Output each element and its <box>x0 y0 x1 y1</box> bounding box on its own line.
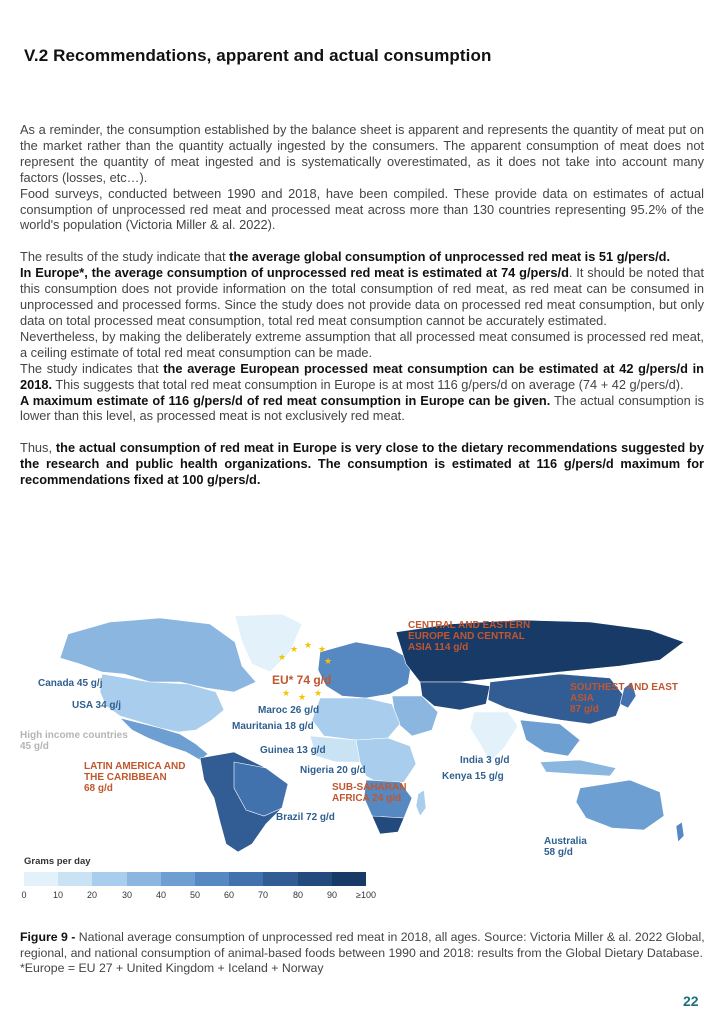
legend-tick: ≥100 <box>356 890 376 900</box>
label-latin-america: LATIN AMERICA AND THE CARIBBEAN 68 g/d <box>84 761 186 794</box>
svg-text:★: ★ <box>278 652 287 662</box>
south-africa-shape <box>372 816 404 834</box>
legend-tick: 0 <box>21 890 27 900</box>
legend-tick: 70 <box>257 890 269 900</box>
legend-tick: 10 <box>52 890 64 900</box>
australia-shape <box>576 780 664 830</box>
paragraph-text: As a reminder, the consumption established by the balance sheet is apparent and represents the quantity of meat put on the market rather than the quantity actually ingested by the consumers. The apparent consumption of meat does not represent the quantity of meat ingested and is systematically overestimated, as it does not take into account many factors (losses, etc…). <box>20 122 704 185</box>
paragraph-conclusion <box>20 440 704 488</box>
figure-label: Figure 9 - <box>20 930 76 944</box>
page-number: 22 <box>683 993 699 1009</box>
svg-text:★: ★ <box>304 640 313 650</box>
legend-tick: 20 <box>86 890 98 900</box>
paragraph-maximum-estimate <box>20 393 704 425</box>
legend-tick: 80 <box>292 890 304 900</box>
paragraph-text: . It should be noted that this consumption does not provide information on the total consumption of red meat, as red meat can be consumed in unprocessed and processed forms. Since the study does not provide data on processed red meat consumption, but only data on total processed meat consumption, total red meat consumption cannot be accurately estimated. <box>20 265 704 328</box>
label-high-income: High income countries 45 g/d <box>20 730 128 752</box>
paragraph-text: Nevertheless, by making the deliberately extreme assumption that all processed meat consumed is processed red meat, a ceiling estimate of total red meat consumption can be made. <box>20 328 704 360</box>
caption-text <box>20 930 710 961</box>
caption-description: National average consumption of unprocessed red meat in 2018, all ages. Source: Victoria Miller & al. 2022 Global, regional, and national consumption of animal-based foods between 1990 and 2018: results from the Global Dietary Database. <box>20 930 705 960</box>
paragraph-text: Food surveys, conducted between 1990 and 2018, have been compiled. These provide data on estimates of actual consumption of unprocessed red meat and processed meat across more than 130 countries representing 95.2% of the world's population (Victoria Miller & al. 2022). <box>20 185 704 233</box>
legend-tick: 30 <box>121 890 133 900</box>
paragraph-text: The results of the study indicate that <box>20 249 230 265</box>
southeast-asia-shape <box>520 720 580 756</box>
label-australia: Australia 58 g/d <box>544 836 587 858</box>
paragraph-europe-consumption <box>20 265 704 329</box>
north-africa-shape <box>312 698 400 740</box>
paragraph-text: This suggests that total red meat consumption in Europe is at most 116 g/pers/d on average (74 + 42 g/pers/d). <box>52 376 684 392</box>
paragraph-global-consumption <box>20 249 704 265</box>
label-brazil: Brazil 72 g/d <box>276 812 335 823</box>
legend-swatch <box>195 872 229 886</box>
label-canada: Canada 45 g/j <box>38 678 103 689</box>
emphasis-text: In Europe*, the average consumption of unprocessed red meat is estimated at 74 g/pers/d <box>20 265 569 281</box>
legend-swatch <box>24 872 58 886</box>
label-eu: EU* 74 g/d <box>272 673 332 687</box>
madagascar-shape <box>416 790 426 816</box>
emphasis-text: the average global consumption of unprocessed red meat is 51 g/pers/d. <box>229 249 671 265</box>
legend-swatch <box>263 872 297 886</box>
legend-color-scale <box>24 872 366 886</box>
legend-tick: 90 <box>326 890 338 900</box>
figure-caption <box>20 930 710 977</box>
paragraph-processed-meat <box>20 361 704 393</box>
legend-swatch <box>58 872 92 886</box>
legend-swatch <box>298 872 332 886</box>
emphasis-text: the average European processed meat consumption can be estimated at 42 g/pers/d in 2018. <box>20 360 704 392</box>
caption-note: *Europe = EU 27 + United Kingdom + Iceland + Norway <box>20 961 324 976</box>
svg-text:★: ★ <box>318 644 327 654</box>
svg-text:★: ★ <box>290 644 299 654</box>
legend-tick: 40 <box>155 890 167 900</box>
greenland-shape <box>235 614 302 672</box>
legend-swatch <box>229 872 263 886</box>
new-zealand-shape <box>676 822 684 842</box>
legend-swatch <box>127 872 161 886</box>
legend-swatch <box>92 872 126 886</box>
label-kenya: Kenya 15 g/g <box>442 771 504 782</box>
legend-tick: 50 <box>189 890 201 900</box>
body-text <box>20 122 704 488</box>
world-map <box>20 612 706 912</box>
legend-swatch <box>161 872 195 886</box>
emphasis-text: the actual consumption of red meat in Europe is very close to the dietary recommendations suggested by the research and public health organizations. The consumption is estimated at 116 g/pers/d maximum for recommendations fixed at 100 g/pers/d. <box>20 440 704 488</box>
label-maroc: Maroc 26 g/d <box>258 705 320 716</box>
label-mauritania: Mauritania 18 g/d <box>232 721 314 732</box>
svg-text:★: ★ <box>298 692 307 702</box>
emphasis-text: A maximum estimate of 116 g/pers/d of red meat consumption in Europe can be given. <box>20 392 551 408</box>
europe-shape <box>318 642 412 698</box>
label-guinea: Guinea 13 g/d <box>260 745 326 756</box>
label-central-eastern-europe: CENTRAL AND EASTERN EUROPE AND CENTRAL ASIA 114 g/d <box>408 620 531 653</box>
label-nigeria: Nigeria 20 g/d <box>300 765 366 776</box>
label-usa: USA 34 g/j <box>72 700 122 711</box>
legend-tick: 60 <box>223 890 235 900</box>
section-heading: V.2 Recommendations, apparent and actual consumption <box>24 46 492 65</box>
svg-text:★: ★ <box>324 656 333 666</box>
paragraph-apparent-consumption <box>20 122 704 233</box>
label-southeast-asia: SOUTHEST AND EAST ASIA 87 g/d <box>570 682 678 715</box>
label-india: India 3 g/d <box>460 755 510 766</box>
svg-text:★: ★ <box>314 688 323 698</box>
paragraph-text: The study indicates that <box>20 360 164 376</box>
paragraph-text: Thus, <box>20 440 56 456</box>
paragraph-text: The actual consumption is lower than this level, as processed meat is not exclusively red meat. <box>20 392 704 424</box>
indonesia-shape <box>540 760 616 776</box>
legend-swatch <box>332 872 366 886</box>
legend-ticks <box>21 890 384 902</box>
central-africa-shape <box>356 738 416 786</box>
legend-title: Grams per day <box>24 856 91 867</box>
label-sub-saharan-africa: SUB-SAHARAN AFRICA 24 g/d <box>332 782 407 804</box>
paragraph-assumption <box>20 329 704 361</box>
svg-text:★: ★ <box>282 688 291 698</box>
